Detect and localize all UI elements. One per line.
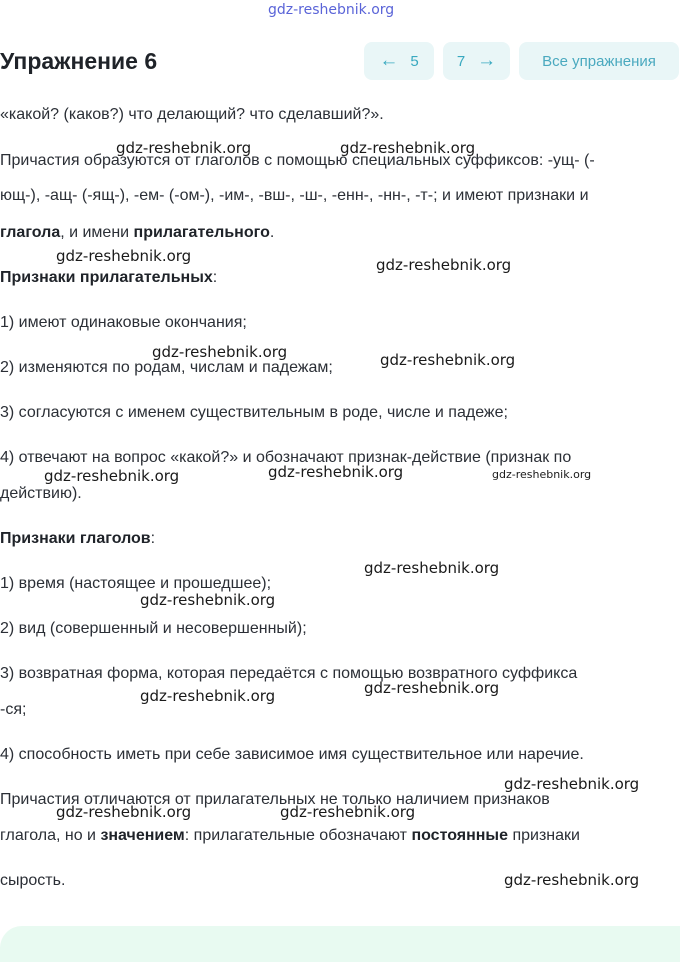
next-exercise-button[interactable] xyxy=(443,42,510,80)
watermark: gdz-reshebnik.org xyxy=(56,803,192,821)
watermark: gdz-reshebnik.org xyxy=(380,351,516,369)
watermark: gdz-reshebnik.org xyxy=(504,871,640,889)
watermark: gdz-reshebnik.org xyxy=(364,559,500,577)
list-item: 2) изменяются по родам, числам и падежам; xyxy=(0,359,333,376)
watermark: gdz-reshebnik.org xyxy=(340,139,476,157)
prev-exercise-label: 5 xyxy=(410,52,419,70)
text-line: ющ-), -ащ- (-ящ-), -ем- (-ом-), -им-, -вш-, -ш-, -енн-, -нн-, -т-; и имеют признаки и xyxy=(0,187,589,204)
list-item: 3) согласуются с именем существительным в роде, числе и падеже; xyxy=(0,404,508,421)
watermark: gdz-reshebnik.org xyxy=(492,468,592,481)
footer-panel xyxy=(0,926,680,962)
list-item: действию). xyxy=(0,485,82,502)
watermark: gdz-reshebnik.org xyxy=(364,679,500,697)
watermark: gdz-reshebnik.org xyxy=(44,467,180,485)
list-item: 1) время (настоящее и прошедшее); xyxy=(0,575,272,592)
list-item: 1) имеют одинаковые окончания; xyxy=(0,314,247,331)
watermark: gdz-reshebnik.org xyxy=(268,463,404,481)
watermark: gdz-reshebnik.org xyxy=(140,591,276,609)
watermark: gdz-reshebnik.org xyxy=(376,256,512,274)
list-item: -ся; xyxy=(0,701,27,718)
arrow-right-icon: → xyxy=(477,50,497,71)
watermark: gdz-reshebnik.org xyxy=(280,803,416,821)
bold-term: значением xyxy=(100,827,185,844)
page-title: Упражнение 6 xyxy=(0,48,158,74)
section-heading: Признаки прилагательных: xyxy=(0,269,218,286)
prev-exercise-button[interactable] xyxy=(364,42,434,80)
watermark: gdz-reshebnik.org xyxy=(56,247,192,265)
text-line: Причастия отличаются от прилагательных не только наличием признаков xyxy=(0,791,550,808)
text-line: сырость. xyxy=(0,872,66,889)
text-line: глагола, но и значением: прилагательные обозначают постоянные признаки xyxy=(0,827,580,844)
next-exercise-label: 7 xyxy=(456,52,466,70)
text-line: глагола, и имени прилагательного. xyxy=(0,224,275,241)
bold-term: постоянные xyxy=(411,827,508,844)
list-item: 3) возвратная форма, которая передаётся с помощью возвратного суффикса xyxy=(0,665,578,682)
all-exercises-button[interactable]: Все упражнения xyxy=(519,42,679,80)
bold-term: прилагательного xyxy=(133,224,270,241)
list-item: 4) способность иметь при себе зависимое имя существительное или наречие. xyxy=(0,746,584,763)
section-heading: Признаки глаголов: xyxy=(0,530,156,547)
watermark: gdz-reshebnik.org xyxy=(504,775,640,793)
watermark: gdz-reshebnik.org xyxy=(116,139,252,157)
bold-term: глагола xyxy=(0,224,61,241)
watermark: gdz-reshebnik.org xyxy=(268,2,395,18)
watermark: gdz-reshebnik.org xyxy=(140,687,276,705)
exercise-header xyxy=(0,40,680,82)
text-line: Причастия образуются от глаголов с помощью специальных суффиксов: -ущ- (- xyxy=(0,152,595,169)
watermark: gdz-reshebnik.org xyxy=(152,343,288,361)
list-item: 2) вид (совершенный и несовершенный); xyxy=(0,620,307,637)
text-line: «какой? (каков?) что делающий? что сделавший?». xyxy=(0,106,384,123)
arrow-left-icon: ← xyxy=(379,50,399,71)
list-item: 4) отвечают на вопрос «какой?» и обозначают признак-действие (признак по xyxy=(0,449,572,466)
